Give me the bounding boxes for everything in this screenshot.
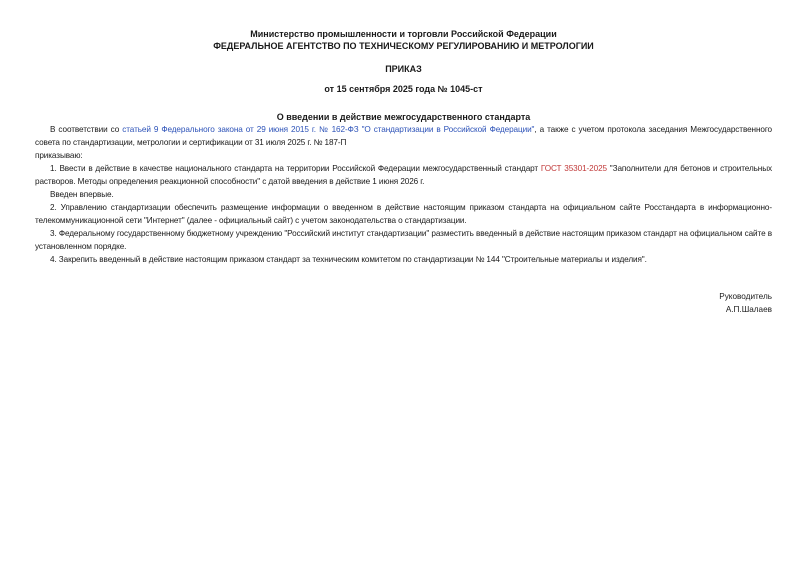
- order-word: приказываю:: [35, 151, 83, 160]
- order-item-2: 2. Управлению стандартизации обеспечить размещение информации о введенном в действие настоящим приказом стандарта на официальном сайте Росстандарта в информационно-телекоммуникационной сети "Интернет" (далее - официальный сайт) с учетом законодательства о стандартизации.: [35, 203, 772, 225]
- document-body: [35, 123, 772, 266]
- doc-subject-line: О введении в действие межгосударственного стандарта: [276, 112, 531, 122]
- signature-name: А.П.Шалаев: [725, 305, 772, 314]
- signature-position: Руководитель: [719, 292, 772, 301]
- gost-35301-2025-link[interactable]: ГОСТ 35301-2025: [540, 164, 607, 173]
- signature-block: [35, 290, 772, 316]
- document-header: [0, 0, 807, 123]
- text-segment: "Заполнители для бетонов и строительных растворов. Методы определения реакционной способности" с датой введения в действие 1 июня 2026 г.: [35, 164, 772, 186]
- ministry-line: Министерство промышленности и торговли Российской Федерации: [250, 29, 557, 39]
- order-item-1: [35, 162, 772, 188]
- text-segment: , а также с учетом протокола заседания Межгосударственного совета по стандартизации, метрологии и сертификации от 31 июля 2025 г. № 187-П: [35, 125, 773, 147]
- doc-date-line: от 15 сентября 2025 года № 1045-ст: [324, 84, 483, 94]
- text-segment: 1. Ввести в действие в качестве национального стандарта на территории Российской Федерации межгосударственный стандарт: [50, 164, 541, 173]
- agency-line: ФЕДЕРАЛЬНОЕ АГЕНТСТВО ПО ТЕХНИЧЕСКОМУ РЕГУЛИРОВАНИЮ И МЕТРОЛОГИИ: [213, 41, 594, 51]
- order-item-3: 3. Федеральному государственному бюджетному учреждению "Российский институт стандартизации" разместить введенный в действие настоящим приказом стандарт на официальном сайте в установленном порядке.: [35, 229, 772, 251]
- text-segment: В соответствии со: [50, 125, 123, 134]
- doc-type-line: ПРИКАЗ: [385, 64, 422, 74]
- preamble-paragraph: [35, 123, 772, 149]
- law-162-fz-link[interactable]: статьей 9 Федерального закона от 29 июня 2015 г. № 162-ФЗ "О стандартизации в Российской Федерации": [122, 125, 535, 134]
- order-item-4: 4. Закрепить введенный в действие настоящим приказом стандарт за техническим комитетом по стандартизации № 144 "Строительные материалы и изделия".: [50, 255, 647, 264]
- introduced-note: Введен впервые.: [50, 190, 114, 199]
